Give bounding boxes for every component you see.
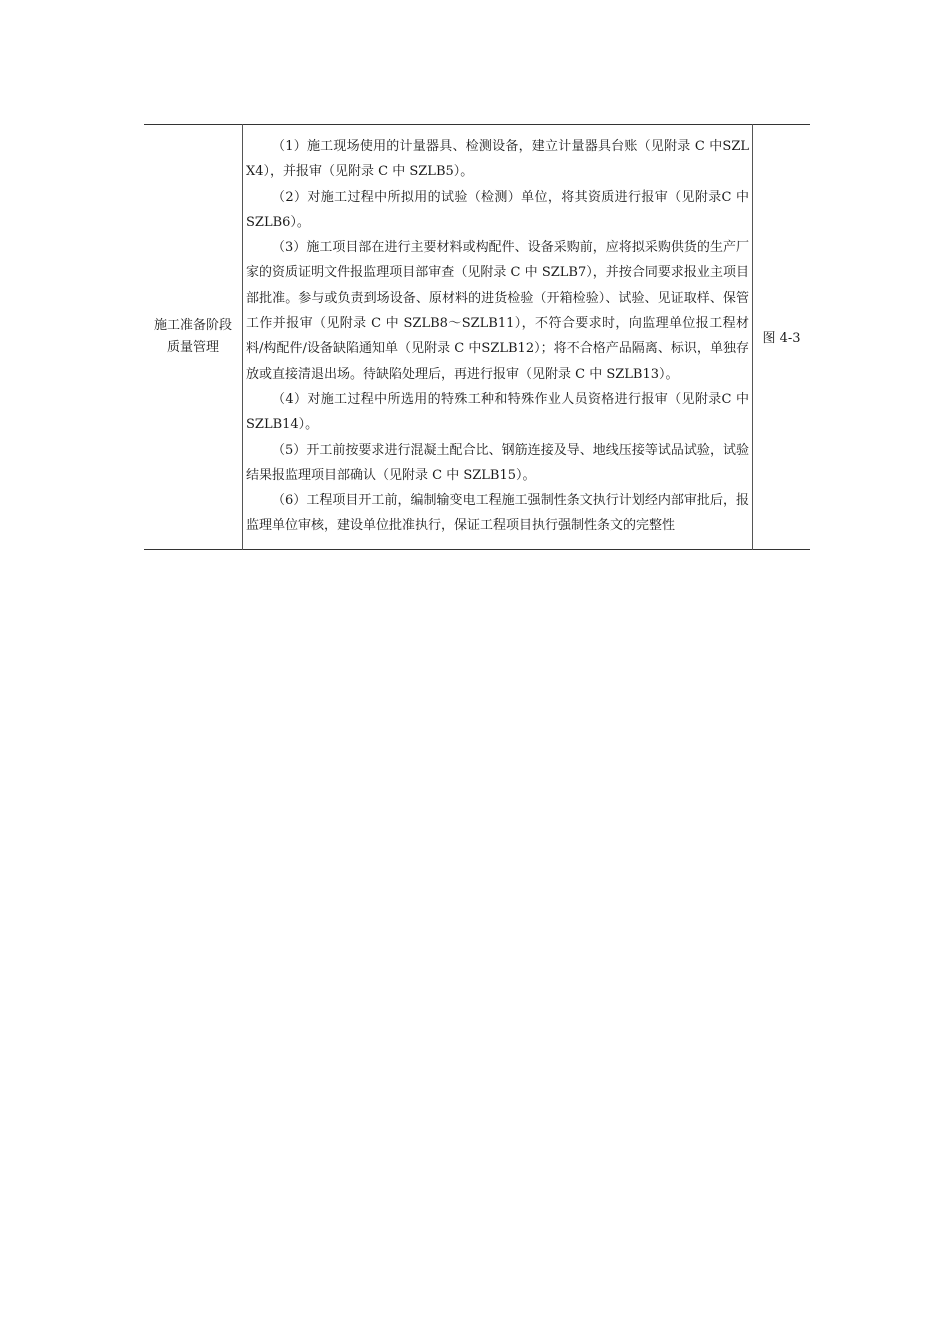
content-item-3: （3）施工项目部在进行主要材料或构配件、设备采购前，应将拟采购供货的生产厂家的资质证明文件报监理项目部审查（见附录 C 中 SZLB7），并按合同要求报业主项目部批准。参与或负责到场设备、原材料的进货检验（开箱检验）、试验、见证取样、保管工作并报审（见附录 C 中 SZLB8～SZLB11），不符合要求时，向监理单位报工程材料/构配件/设备缺陷通知单（见附录 C 中SZLB12）；将不合格产品隔离、标识，单独存放或直接清退出场。待缺陷处理后，再进行报审（见附录 C 中 SZLB13）。 xyxy=(246,240,749,382)
stage-cell xyxy=(144,125,243,550)
content-item-1: （1）施工现场使用的计量器具、检测设备，建立计量器具台账（见附录 C 中SZLX4），并报审（见附录 C 中 SZLB5）。 xyxy=(246,139,749,180)
quality-management-table xyxy=(144,124,810,550)
content-item-5: （5）开工前按要求进行混凝土配合比、钢筋连接及导、地线压接等试品试验，试验结果报监理项目部确认（见附录 C 中 SZLB15）。 xyxy=(246,442,749,483)
stage-label-line1: 施工准备阶段 xyxy=(153,317,232,333)
content-cell xyxy=(243,125,753,550)
stage-label-line2: 质量管理 xyxy=(166,339,219,355)
content-item-4: （4）对施工过程中所选用的特殊工种和特殊作业人员资格进行报审（见附录C 中 SZLB14）。 xyxy=(246,391,749,433)
table-row xyxy=(144,125,810,550)
content-item-6: （6）工程项目开工前，编制输变电工程施工强制性条文执行计划经内部审批后，报监理单位审核，建设单位批准执行，保证工程项目执行强制性条文的完整性 xyxy=(246,493,749,534)
figure-reference: 图 4-3 xyxy=(762,331,801,347)
reference-cell xyxy=(753,125,811,550)
content-item-2: （2）对施工过程中所拟用的试验（检测）单位，将其资质进行报审（见附录C 中 SZLB6）。 xyxy=(246,189,749,230)
